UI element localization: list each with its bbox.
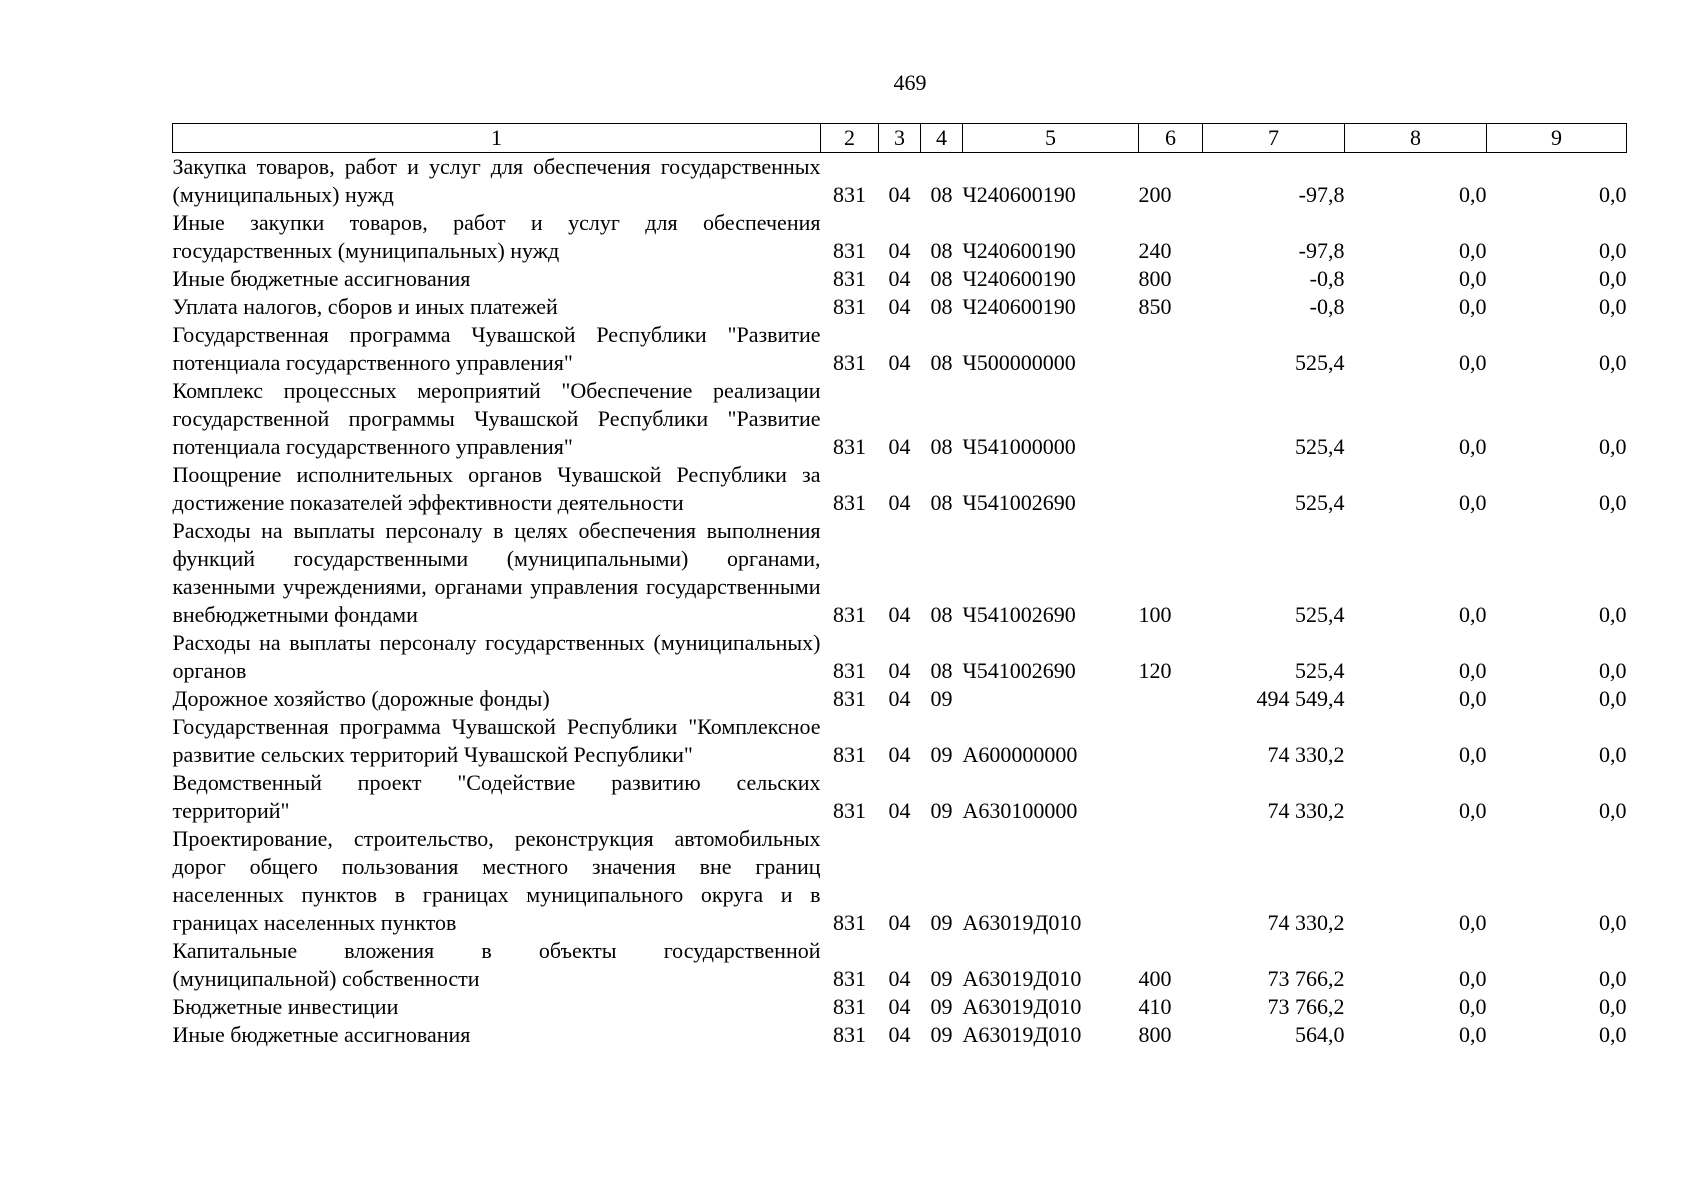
row-amount-col9: 0,0 bbox=[1599, 490, 1627, 515]
row-amount-col9: 0,0 bbox=[1599, 686, 1627, 711]
row-target-article: Ч541002690 bbox=[962, 602, 1076, 627]
row-amount-col9: 0,0 bbox=[1599, 350, 1627, 375]
row-target-article: Ч541000000 bbox=[962, 434, 1076, 459]
row-subsection-code: 08 bbox=[930, 266, 953, 291]
row-amount-col7: 74 330,2 bbox=[1267, 742, 1345, 767]
row-amount-col7: -97,8 bbox=[1298, 238, 1345, 263]
row-subsection-code: 09 bbox=[930, 966, 953, 991]
row-section-code: 04 bbox=[888, 434, 911, 459]
row-section-code: 04 bbox=[888, 658, 911, 683]
row-target-article: А63019Д010 bbox=[962, 1022, 1082, 1047]
row-target-article: Ч500000000 bbox=[962, 350, 1076, 375]
table-row bbox=[173, 685, 1627, 713]
row-expense-type bbox=[1139, 377, 1203, 461]
row-amount-col8: 0,0 bbox=[1459, 742, 1487, 767]
row-name: Иные закупки товаров, работ и услуг для обеспечения государственных (муниципальных) нужд bbox=[172, 210, 821, 263]
table-row bbox=[173, 629, 1627, 685]
row-name: Капитальные вложения в объекты государственной (муниципальной) собственности bbox=[172, 938, 821, 991]
row-target-article: Ч541002690 bbox=[962, 490, 1076, 515]
row-target-article: Ч541002690 bbox=[962, 658, 1076, 683]
row-amount-col9: 0,0 bbox=[1599, 294, 1627, 319]
row-amount-col8: 0,0 bbox=[1459, 994, 1487, 1019]
row-ved-code: 831 bbox=[833, 266, 866, 291]
row-expense-type: 240 bbox=[1138, 238, 1172, 263]
row-section-code: 04 bbox=[888, 742, 911, 767]
row-target-article: А63019Д010 bbox=[962, 966, 1082, 991]
table-row bbox=[173, 377, 1627, 461]
row-amount-col8: 0,0 bbox=[1459, 294, 1487, 319]
column-header-2: 2 bbox=[821, 124, 879, 153]
row-section-code: 04 bbox=[888, 602, 911, 627]
row-ved-code: 831 bbox=[833, 294, 866, 319]
table-row bbox=[173, 209, 1627, 265]
column-header-9: 9 bbox=[1487, 124, 1627, 153]
row-ved-code: 831 bbox=[833, 658, 866, 683]
row-section-code: 04 bbox=[888, 1022, 911, 1047]
column-header-6: 6 bbox=[1139, 124, 1203, 153]
row-ved-code: 831 bbox=[833, 742, 866, 767]
row-amount-col9: 0,0 bbox=[1599, 966, 1627, 991]
table-row bbox=[173, 293, 1627, 321]
row-subsection-code: 09 bbox=[930, 742, 953, 767]
table-row bbox=[173, 517, 1627, 629]
table-header-row bbox=[173, 124, 1627, 153]
row-target-article: Ч240600190 bbox=[962, 182, 1076, 207]
row-expense-type bbox=[1139, 825, 1203, 937]
row-target-article: А63019Д010 bbox=[962, 994, 1082, 1019]
row-amount-col7: 525,4 bbox=[1295, 434, 1345, 459]
budget-table bbox=[172, 123, 1627, 1049]
table-row bbox=[173, 321, 1627, 377]
row-amount-col9: 0,0 bbox=[1599, 602, 1627, 627]
row-name: Государственная программа Чувашской Республики "Комплексное развитие сельских территорий Чувашской Республики" bbox=[172, 714, 821, 767]
row-expense-type bbox=[1139, 769, 1203, 825]
row-ved-code: 831 bbox=[833, 910, 866, 935]
table-body bbox=[173, 153, 1627, 1050]
row-subsection-code: 09 bbox=[930, 994, 953, 1019]
row-amount-col9: 0,0 bbox=[1599, 238, 1627, 263]
table-row bbox=[173, 461, 1627, 517]
row-name: Иные бюджетные ассигнования bbox=[172, 1022, 471, 1047]
row-amount-col7: 525,4 bbox=[1295, 490, 1345, 515]
row-subsection-code: 08 bbox=[930, 602, 953, 627]
row-amount-col8: 0,0 bbox=[1459, 266, 1487, 291]
column-header-7: 7 bbox=[1203, 124, 1345, 153]
row-expense-type: 120 bbox=[1138, 658, 1172, 683]
row-name: Иные бюджетные ассигнования bbox=[172, 266, 471, 291]
row-target-article: А63019Д010 bbox=[962, 910, 1082, 935]
row-subsection-code: 08 bbox=[930, 294, 953, 319]
column-header-3: 3 bbox=[879, 124, 921, 153]
table-row bbox=[173, 713, 1627, 769]
row-name: Поощрение исполнительных органов Чувашской Республики за достижение показателей эффективности деятельности bbox=[172, 462, 821, 515]
row-subsection-code: 08 bbox=[930, 182, 953, 207]
row-amount-col7: 74 330,2 bbox=[1267, 910, 1345, 935]
row-amount-col7: 525,4 bbox=[1295, 350, 1345, 375]
row-amount-col8: 0,0 bbox=[1459, 686, 1487, 711]
row-name: Расходы на выплаты персоналу государственных (муниципальных) органов bbox=[172, 630, 821, 683]
row-target-article: А600000000 bbox=[962, 742, 1078, 767]
row-amount-col9: 0,0 bbox=[1599, 742, 1627, 767]
row-name: Дорожное хозяйство (дорожные фонды) bbox=[172, 686, 550, 711]
row-amount-col8: 0,0 bbox=[1459, 350, 1487, 375]
table-row bbox=[173, 993, 1627, 1021]
row-ved-code: 831 bbox=[833, 238, 866, 263]
row-expense-type: 400 bbox=[1138, 966, 1172, 991]
row-expense-type: 410 bbox=[1138, 994, 1172, 1019]
row-section-code: 04 bbox=[888, 294, 911, 319]
row-amount-col8: 0,0 bbox=[1459, 966, 1487, 991]
row-subsection-code: 08 bbox=[930, 238, 953, 263]
table-row bbox=[173, 153, 1627, 210]
row-amount-col9: 0,0 bbox=[1599, 434, 1627, 459]
row-amount-col7: 73 766,2 bbox=[1267, 994, 1345, 1019]
row-ved-code: 831 bbox=[833, 686, 866, 711]
row-amount-col7: 564,0 bbox=[1295, 1022, 1345, 1047]
row-ved-code: 831 bbox=[833, 490, 866, 515]
row-section-code: 04 bbox=[888, 350, 911, 375]
row-amount-col7: 73 766,2 bbox=[1267, 966, 1345, 991]
row-amount-col7: 525,4 bbox=[1295, 602, 1345, 627]
row-section-code: 04 bbox=[888, 686, 911, 711]
row-amount-col7: -0,8 bbox=[1309, 294, 1345, 319]
row-expense-type bbox=[1139, 685, 1203, 713]
row-name: Расходы на выплаты персоналу в целях обеспечения выполнения функций государственными (муниципальными) органами, казенными учреждениями, органами управления государственными внебюджетными фондами bbox=[172, 518, 821, 627]
row-subsection-code: 09 bbox=[930, 686, 953, 711]
row-amount-col7: 74 330,2 bbox=[1267, 798, 1345, 823]
row-amount-col8: 0,0 bbox=[1459, 798, 1487, 823]
row-name: Закупка товаров, работ и услуг для обеспечения государственных (муниципальных) нужд bbox=[172, 154, 821, 207]
row-target-article: Ч240600190 bbox=[962, 238, 1076, 263]
table-row bbox=[173, 937, 1627, 993]
row-amount-col8: 0,0 bbox=[1459, 490, 1487, 515]
row-subsection-code: 08 bbox=[930, 490, 953, 515]
row-amount-col8: 0,0 bbox=[1459, 238, 1487, 263]
page-number: 469 bbox=[893, 70, 927, 95]
row-name: Уплата налогов, сборов и иных платежей bbox=[172, 294, 558, 319]
row-amount-col8: 0,0 bbox=[1459, 658, 1487, 683]
row-ved-code: 831 bbox=[833, 350, 866, 375]
row-amount-col8: 0,0 bbox=[1459, 602, 1487, 627]
row-amount-col7: 494 549,4 bbox=[1256, 686, 1345, 711]
row-expense-type bbox=[1139, 713, 1203, 769]
row-amount-col7: 525,4 bbox=[1295, 658, 1345, 683]
row-section-code: 04 bbox=[888, 798, 911, 823]
row-expense-type: 100 bbox=[1138, 602, 1172, 627]
row-name: Комплекс процессных мероприятий "Обеспечение реализации государственной программы Чувашской Республики "Развитие потенциала государственного управления" bbox=[172, 378, 821, 459]
row-amount-col9: 0,0 bbox=[1599, 182, 1627, 207]
row-ved-code: 831 bbox=[833, 798, 866, 823]
table-row bbox=[173, 1021, 1627, 1049]
row-name: Проектирование, строительство, реконструкция автомобильных дорог общего пользования местного значения вне границ населенных пунктов в границах муниципального округа и в границах населенных пунктов bbox=[172, 826, 821, 935]
row-expense-type: 800 bbox=[1138, 1022, 1172, 1047]
row-section-code: 04 bbox=[888, 266, 911, 291]
row-name: Бюджетные инвестиции bbox=[172, 994, 399, 1019]
row-amount-col9: 0,0 bbox=[1599, 1022, 1627, 1047]
row-amount-col9: 0,0 bbox=[1599, 266, 1627, 291]
row-ved-code: 831 bbox=[833, 434, 866, 459]
row-name: Государственная программа Чувашской Республики "Развитие потенциала государственного управления" bbox=[172, 322, 821, 375]
row-ved-code: 831 bbox=[833, 182, 866, 207]
row-amount-col9: 0,0 bbox=[1599, 798, 1627, 823]
row-amount-col9: 0,0 bbox=[1599, 994, 1627, 1019]
row-expense-type bbox=[1139, 321, 1203, 377]
row-section-code: 04 bbox=[888, 182, 911, 207]
row-target-article: Ч240600190 bbox=[962, 266, 1076, 291]
row-name: Ведомственный проект "Содействие развитию сельских территорий" bbox=[172, 770, 821, 823]
row-amount-col8: 0,0 bbox=[1459, 434, 1487, 459]
column-header-5: 5 bbox=[963, 124, 1139, 153]
row-amount-col8: 0,0 bbox=[1459, 1022, 1487, 1047]
table-row bbox=[173, 825, 1627, 937]
row-section-code: 04 bbox=[888, 490, 911, 515]
column-header-4: 4 bbox=[921, 124, 963, 153]
table-row bbox=[173, 769, 1627, 825]
row-subsection-code: 09 bbox=[930, 1022, 953, 1047]
row-subsection-code: 08 bbox=[930, 350, 953, 375]
row-target-article bbox=[963, 685, 1139, 713]
row-subsection-code: 09 bbox=[930, 910, 953, 935]
row-expense-type bbox=[1139, 461, 1203, 517]
row-section-code: 04 bbox=[888, 994, 911, 1019]
table-row bbox=[173, 265, 1627, 293]
column-header-1: 1 bbox=[173, 124, 821, 153]
row-amount-col8: 0,0 bbox=[1459, 910, 1487, 935]
row-amount-col7: -0,8 bbox=[1309, 266, 1345, 291]
row-expense-type: 200 bbox=[1138, 182, 1172, 207]
row-ved-code: 831 bbox=[833, 994, 866, 1019]
row-target-article: Ч240600190 bbox=[962, 294, 1076, 319]
row-expense-type: 850 bbox=[1138, 294, 1172, 319]
row-amount-col9: 0,0 bbox=[1599, 658, 1627, 683]
row-section-code: 04 bbox=[888, 238, 911, 263]
row-subsection-code: 08 bbox=[930, 434, 953, 459]
row-subsection-code: 09 bbox=[930, 798, 953, 823]
row-amount-col7: -97,8 bbox=[1298, 182, 1345, 207]
row-ved-code: 831 bbox=[833, 966, 866, 991]
row-expense-type: 800 bbox=[1138, 266, 1172, 291]
row-amount-col9: 0,0 bbox=[1599, 910, 1627, 935]
row-target-article: А630100000 bbox=[962, 798, 1078, 823]
row-section-code: 04 bbox=[888, 966, 911, 991]
column-header-8: 8 bbox=[1345, 124, 1487, 153]
row-ved-code: 831 bbox=[833, 1022, 866, 1047]
row-subsection-code: 08 bbox=[930, 658, 953, 683]
row-amount-col8: 0,0 bbox=[1459, 182, 1487, 207]
row-ved-code: 831 bbox=[833, 602, 866, 627]
row-section-code: 04 bbox=[888, 910, 911, 935]
